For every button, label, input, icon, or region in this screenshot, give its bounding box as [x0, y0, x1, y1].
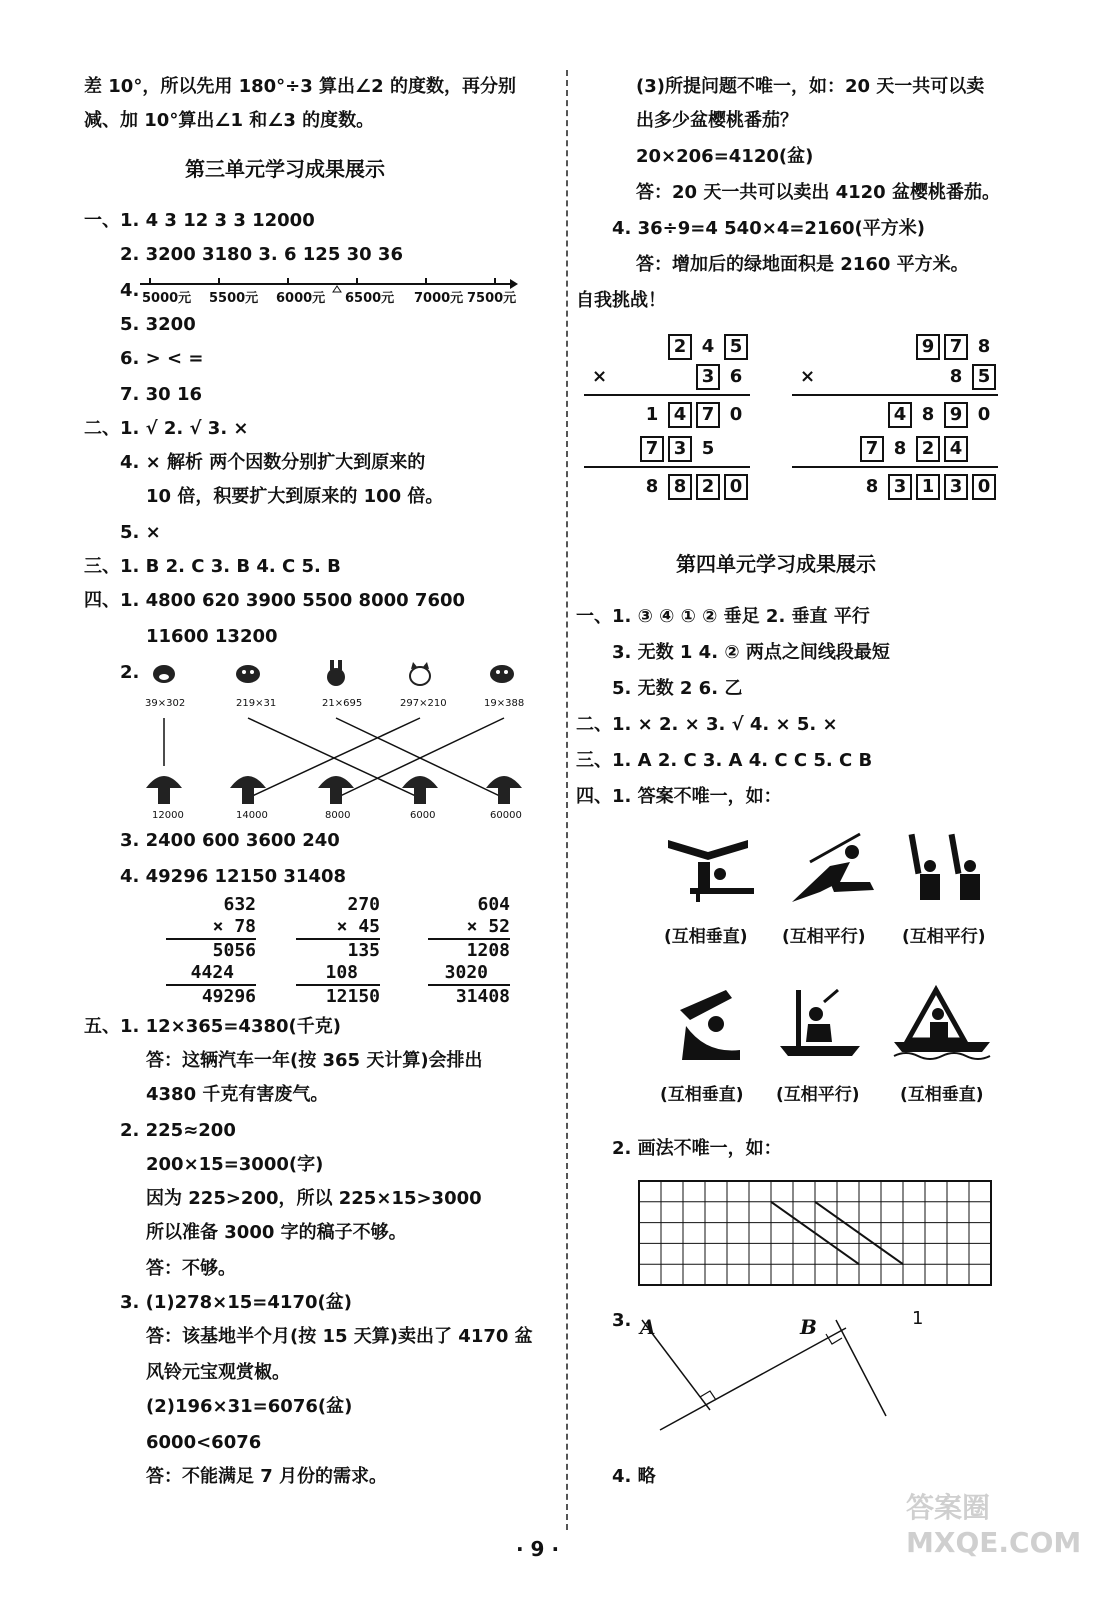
p2-r5-0: 8 [865, 476, 879, 497]
canoe-sprint-icon [894, 990, 990, 1062]
puzzle-2 [792, 334, 998, 508]
p2-r1-1: 7 [944, 334, 968, 360]
mushroom-icon [230, 776, 266, 804]
calc-1-p1: 5056 [212, 940, 256, 961]
s1-line-7: 7. 30 16 [120, 384, 202, 405]
p2-r3-3: 0 [977, 404, 991, 425]
p1-r3-1: 4 [668, 402, 692, 428]
s1-line-5: 5. 3200 [120, 314, 196, 335]
p2-r5-2: 1 [916, 474, 940, 500]
s1-line-2: 2. 3200 3180 3. 6 125 30 36 [120, 244, 403, 265]
mushroom-icons [140, 768, 540, 810]
animal-label-3: 21×695 [322, 698, 363, 709]
p1-r5-1: 8 [668, 474, 692, 500]
s5-q3a: 3. (1)278×15=4170(盆) [120, 1292, 352, 1313]
wrestling-icon [676, 990, 746, 1062]
caption-3: (互相平行) [902, 927, 986, 947]
s5-q3b: 答：该基地半个月(按 15 天算)卖出了 4170 盆 [146, 1326, 533, 1347]
page-number: · 9 · [516, 1537, 560, 1561]
r3-line-c: 20×206=4120(盆) [636, 146, 814, 167]
s1-line-1: 一、1. 4 3 12 3 3 12000 [84, 210, 315, 231]
u4-line-b: 2. 画法不唯一，如： [612, 1138, 782, 1159]
calc-3-p1: 1208 [466, 940, 510, 961]
r3-line-a: (3)所提问题不唯一，如：20 天一共可以卖 [636, 76, 985, 97]
u1-line-b: 3. 无数 1 4. ② 两点之间线段最短 [612, 642, 890, 663]
vertical-calc-1 [166, 894, 256, 1008]
p2-r5-1: 3 [888, 474, 912, 500]
column-divider [566, 70, 568, 1530]
calc-2-r: 12150 [325, 986, 380, 1007]
r3-line-d: 答：20 天一共可以卖出 4120 盆樱桃番茄。 [636, 182, 1000, 203]
label-a: A [640, 1315, 656, 1339]
axis-label-6000: 6000元 [276, 291, 326, 306]
p1-r3-2: 7 [696, 402, 720, 428]
s1-line-4-num: 4. [120, 280, 140, 301]
u1-line-c: 5. 无数 2 6. 乙 [612, 678, 743, 699]
javelin-icon [790, 832, 880, 904]
p1-r2-1: 6 [729, 366, 743, 387]
watermark: 答案圈 MXQE.COM [906, 1491, 1082, 1559]
label-b: B [800, 1315, 817, 1339]
p2-r5-3: 3 [944, 474, 968, 500]
times-sign-1: × [592, 366, 608, 387]
s4-line-2-num: 2. [120, 662, 140, 683]
r3-line-b: 出多少盆樱桃番茄？ [636, 110, 798, 131]
p1-r4-2: 5 [701, 438, 715, 459]
s1-line-6: 6. > < = [120, 348, 204, 369]
u2-line: 二、1. × 2. × 3. √ 4. × 5. × [576, 714, 838, 735]
puppy-icon [490, 665, 514, 683]
mushroom-label-5: 60000 [490, 810, 522, 821]
p2-r4-0: 7 [860, 436, 884, 462]
mushroom-icon [146, 776, 182, 804]
caption-1: (互相垂直) [664, 927, 748, 947]
calc-2-b: × 45 [296, 916, 380, 940]
p1-r3-0: 1 [645, 404, 659, 425]
axis-label-5500: 5500元 [209, 291, 259, 306]
calc-3-a: 604 [477, 894, 510, 915]
s5-q3f: 答：不能满足 7 月份的需求。 [146, 1466, 388, 1487]
u4-line-a: 四、1. 答案不唯一，如： [576, 786, 782, 807]
s5-q1b: 答：这辆汽车一年(按 365 天计算)会排出 [146, 1050, 483, 1071]
animal-label-5: 19×388 [484, 698, 525, 709]
p1-r1-1: 4 [701, 336, 715, 357]
calc-2-p2: 108 [296, 962, 380, 986]
calc-1-b: × 78 [166, 916, 256, 940]
calc-1-r: 49296 [201, 986, 256, 1007]
p1-r2-0: 3 [696, 364, 720, 390]
u3-line: 三、1. A 2. C 3. A 4. C C 5. C B [576, 750, 873, 771]
s5-q3c: 风铃元宝观赏椒。 [146, 1362, 290, 1383]
mushroom-label-3: 8000 [325, 810, 351, 821]
s5-q2d: 所以准备 3000 字的稿子不够。 [146, 1222, 407, 1243]
animal-label-1: 39×302 [145, 698, 186, 709]
mushroom-icon [486, 776, 522, 804]
p2-r2-1: 5 [972, 364, 996, 390]
u1-line-a: 一、1. ③ ④ ① ② 垂足 2. 垂直 平行 [576, 606, 870, 627]
label-1: 1 [912, 1308, 924, 1329]
p1-r4-1: 3 [668, 436, 692, 462]
s5-q2c: 因为 225>200，所以 225×15>3000 [146, 1188, 482, 1209]
caption-6: (互相垂直) [900, 1085, 984, 1105]
perpendicular-figure [630, 1310, 900, 1440]
calc-3-b: × 52 [428, 916, 510, 940]
p2-r4-2: 2 [916, 436, 940, 462]
p2-r3-0: 4 [888, 402, 912, 428]
s2-line-5: 5. × [120, 522, 161, 543]
times-sign-2: × [800, 366, 816, 387]
calc-3-p2: 3020 [428, 962, 510, 986]
caption-2: (互相平行) [782, 927, 866, 947]
caption-5: (互相平行) [776, 1085, 860, 1105]
challenge-title: 自我挑战！ [576, 290, 666, 311]
intro-line-1: 差 10°，所以先用 180°÷3 算出∠2 的度数，再分别 [84, 76, 516, 97]
s4-line-4: 4. 49296 12150 31408 [120, 866, 347, 887]
s4-line-1b: 11600 13200 [146, 626, 278, 647]
p1-r1-0: 2 [668, 334, 692, 360]
calc-2-p1: 135 [347, 940, 380, 961]
s2-line-4: 4. × 解析 两个因数分别扩大到原来的 [120, 452, 426, 473]
animal-label-2: 219×31 [236, 698, 277, 709]
mushroom-icon [318, 776, 354, 804]
p2-r2-0: 8 [949, 366, 963, 387]
axis-label-6500: 6500元 [345, 291, 395, 306]
r4-line-a: 4. 36÷9=4 540×4=2160(平方米) [612, 218, 925, 239]
p2-r1-2: 8 [977, 336, 991, 357]
gymnastics-beam-icon [668, 832, 758, 904]
p2-r3-1: 8 [921, 404, 935, 425]
rabbit-icon [327, 660, 345, 686]
s5-q1c: 4380 千克有害废气。 [146, 1084, 329, 1105]
p2-r1-0: 9 [916, 334, 940, 360]
r4-line-b: 答：增加后的绿地面积是 2160 平方米。 [636, 254, 969, 275]
p2-r3-2: 9 [944, 402, 968, 428]
p1-r5-3: 0 [724, 474, 748, 500]
axis-label-7000: 7000元 [414, 291, 464, 306]
parallel-lines-grid [638, 1180, 992, 1286]
p2-r4-1: 8 [893, 438, 907, 459]
s3-line-1: 三、1. B 2. C 3. B 4. C 5. B [84, 556, 341, 577]
s4-line-3: 3. 2400 600 3600 240 [120, 830, 340, 851]
unit3-title: 第三单元学习成果展示 [185, 157, 385, 181]
p1-r1-2: 5 [724, 334, 748, 360]
p1-r4-0: 7 [640, 436, 664, 462]
s5-q2e: 答：不够。 [146, 1258, 236, 1279]
calc-2-a: 270 [347, 894, 380, 915]
u4-line-d: 4. 略 [612, 1466, 656, 1487]
s5-q3e: 6000<6076 [146, 1432, 262, 1453]
vertical-calc-2 [296, 894, 380, 1008]
mushroom-label-4: 6000 [410, 810, 436, 821]
calc-3-r: 31408 [455, 986, 510, 1007]
calc-1-a: 632 [223, 894, 256, 915]
mushroom-icon [402, 776, 438, 804]
s2-line-4b: 10 倍，积要扩大到原来的 100 倍。 [146, 486, 444, 507]
p1-r3-3: 0 [729, 404, 743, 425]
p1-r5-2: 2 [696, 474, 720, 500]
s5-q2b: 200×15=3000(字) [146, 1154, 324, 1175]
mushroom-label-2: 14000 [236, 810, 268, 821]
s5-q2a: 2. 225≈200 [120, 1120, 236, 1141]
vertical-calc-3 [428, 894, 510, 1008]
unit4-title: 第四单元学习成果展示 [676, 552, 876, 576]
u4-line-c-num: 3. [612, 1310, 632, 1331]
canoe-slalom-icon [780, 990, 860, 1062]
calc-1-p2: 4424 [166, 962, 256, 986]
p1-r5-0: 8 [645, 476, 659, 497]
s4-line-1: 四、1. 4800 620 3900 5500 8000 7600 [84, 590, 466, 611]
synchronized-swim-icon [906, 832, 996, 904]
s5-q3d: (2)196×31=6076(盆) [146, 1396, 353, 1417]
s2-line-1: 二、1. √ 2. √ 3. × [84, 418, 249, 439]
axis-label-5000: 5000元 [142, 291, 192, 306]
p2-r5-4: 0 [972, 474, 996, 500]
animal-icons [140, 660, 540, 696]
caption-4: (互相垂直) [660, 1085, 744, 1105]
dog-icon [236, 665, 260, 683]
s5-q1a: 五、1. 12×365=4380(千克) [84, 1016, 341, 1037]
mushroom-label-1: 12000 [152, 810, 184, 821]
axis-label-7500: 7500元 [467, 291, 517, 306]
cat-icon [410, 662, 430, 685]
intro-line-2: 减、加 10°算出∠1 和∠3 的度数。 [84, 110, 375, 131]
pig-icon [153, 665, 175, 683]
p2-r4-3: 4 [944, 436, 968, 462]
puzzle-1 [584, 334, 750, 508]
animal-label-4: 297×210 [400, 698, 447, 709]
